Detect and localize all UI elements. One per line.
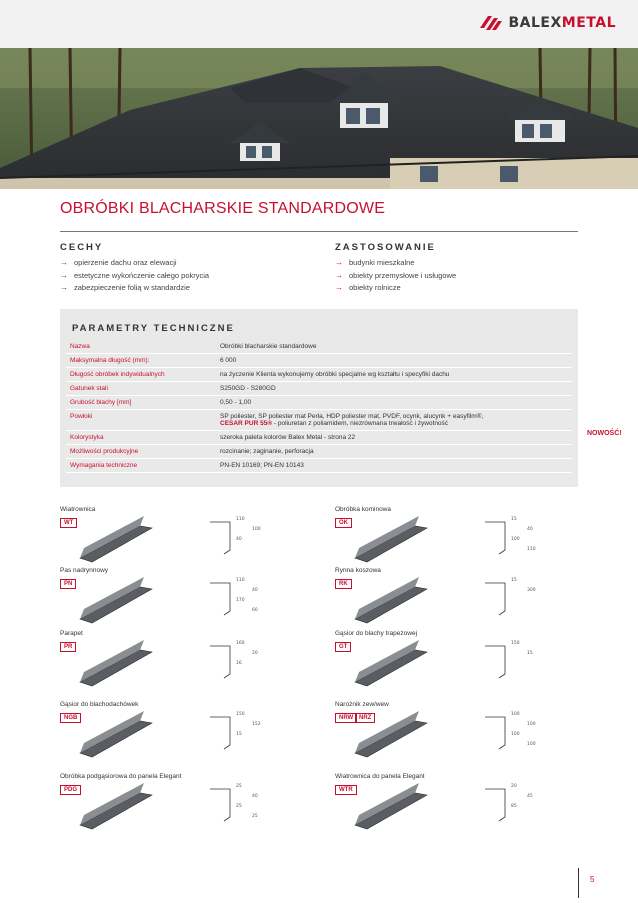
product-tile bbox=[335, 773, 585, 837]
dimension-label: 40 bbox=[252, 794, 258, 799]
product-tile bbox=[60, 567, 310, 631]
logo-text: BALEXMETAL bbox=[508, 15, 616, 31]
product-tile bbox=[335, 701, 585, 765]
dimension-label: 110 bbox=[236, 578, 245, 583]
product-name: Gąsior do blachy trapezowej bbox=[335, 630, 418, 637]
product-illustration bbox=[60, 630, 310, 694]
product-tile bbox=[335, 567, 585, 631]
dimension-label: 60 bbox=[252, 608, 258, 613]
table-row: Długość obróbek indywidualnych na życzenie Klienta wykonujemy obróbki specjalne wg kształtu i specyfiki dachu bbox=[66, 368, 572, 382]
dimension-label: 110 bbox=[236, 517, 245, 522]
dimension-label: 152 bbox=[252, 722, 261, 727]
product-illustration bbox=[335, 567, 585, 631]
product-name: Obróbka kominowa bbox=[335, 506, 391, 513]
page-title: OBRÓBKI BLACHARSKIE STANDARDOWE bbox=[60, 200, 386, 217]
applications-section bbox=[335, 242, 585, 295]
product-name: Rynna koszowa bbox=[335, 567, 381, 574]
dimension-label: 110 bbox=[527, 547, 536, 552]
product-code-badge: OK bbox=[335, 518, 352, 528]
params-heading: PARAMETRY TECHNICZNE bbox=[72, 323, 235, 334]
product-illustration bbox=[335, 630, 585, 694]
product-tile bbox=[60, 773, 310, 837]
product-code-badge: PDG bbox=[60, 785, 81, 795]
features-heading: CECHY bbox=[60, 242, 104, 253]
features-item: → estetyczne wykończenie całego pokrycia bbox=[60, 270, 310, 283]
dimension-label: 25 bbox=[236, 804, 242, 809]
dimension-label: 100 bbox=[511, 712, 520, 717]
dimension-label: 100 bbox=[511, 732, 520, 737]
dimension-label: 25 bbox=[252, 814, 258, 819]
dimension-label: 100 bbox=[252, 527, 261, 532]
dimension-label: 100 bbox=[527, 742, 536, 747]
product-name: Pas nadrynnowy bbox=[60, 567, 109, 574]
product-code-badge: PN bbox=[60, 579, 76, 589]
table-row: Grubość blachy [mm] 0,50 - 1,00 bbox=[66, 396, 572, 410]
applications-heading: ZASTOSOWANIE bbox=[335, 242, 436, 253]
dimension-label: 100 bbox=[511, 537, 520, 542]
product-name: Wiatrownica do panela Elegant bbox=[335, 773, 425, 780]
dimension-label: 45 bbox=[527, 794, 533, 799]
arrow-right-icon: → bbox=[335, 270, 343, 280]
page-number: 5 bbox=[590, 875, 595, 884]
dimension-label: 100 bbox=[527, 722, 536, 727]
product-tile bbox=[60, 630, 310, 694]
product-illustration bbox=[60, 506, 310, 570]
page-divider bbox=[578, 868, 579, 898]
title-divider bbox=[60, 231, 578, 232]
top-bar bbox=[0, 0, 638, 48]
dimension-label: 40 bbox=[236, 537, 242, 542]
product-name: Gąsior do blachodachówek bbox=[60, 701, 139, 708]
arrow-right-icon: → bbox=[60, 283, 68, 292]
brand-logo bbox=[480, 14, 616, 32]
product-code-badge: WTR bbox=[335, 785, 357, 795]
product-illustration bbox=[335, 506, 585, 570]
dimension-label: 15 bbox=[511, 578, 517, 583]
dimension-label: 40 bbox=[252, 588, 258, 593]
hero-photo bbox=[0, 48, 638, 189]
dimension-label: 170 bbox=[236, 598, 245, 603]
dimension-label: 150 bbox=[236, 712, 245, 717]
table-row: Kolorystyka szeroka paleta kolorów Balex Metal - strona 22 bbox=[66, 431, 572, 445]
product-illustration bbox=[60, 567, 310, 631]
table-row: Nazwa Obróbki blacharskie standardowe bbox=[66, 340, 572, 354]
params-table bbox=[66, 340, 572, 473]
arrow-right-icon: → bbox=[335, 258, 343, 267]
product-name: Narożnik zew/wew bbox=[335, 701, 389, 708]
product-name: Obróbka podgąsiorowa do panela Elegant bbox=[60, 773, 182, 780]
product-name: Parapet bbox=[60, 630, 83, 637]
product-illustration bbox=[335, 773, 585, 837]
dimension-label: 40 bbox=[527, 527, 533, 532]
product-tile bbox=[335, 506, 585, 570]
product-tile bbox=[60, 506, 310, 570]
dimension-label: 300 bbox=[527, 588, 536, 593]
dimension-label: 15 bbox=[527, 651, 533, 656]
product-code-badge: NGB bbox=[60, 713, 81, 723]
product-name: Wiatrownica bbox=[60, 506, 96, 513]
arrow-right-icon: → bbox=[335, 283, 343, 292]
table-row: Powłoki SP poliester, SP poliester mat Perła, HDP poliester mat, PVDF, ocynk, alucynk + easyfilm®, CESAR PUR 55® - poliuretan z poliamidem, niezrównana trwałość i żywotność bbox=[66, 410, 572, 431]
product-tile bbox=[60, 701, 310, 765]
dimension-label: 25 bbox=[236, 784, 242, 789]
features-item: → zabezpieczenie folią w standardzie bbox=[60, 282, 310, 295]
product-code-badge: WT bbox=[60, 518, 77, 528]
dimension-label: 15 bbox=[236, 732, 242, 737]
product-code-badge: NRZ bbox=[355, 713, 375, 723]
features-item: → opierzenie dachu oraz elewacji bbox=[60, 257, 310, 270]
arrow-right-icon: → bbox=[60, 270, 68, 280]
product-illustration bbox=[335, 701, 585, 765]
table-row: Wymagania techniczne PN-EN 10169; PN-EN 10143 bbox=[66, 459, 572, 473]
table-row: Możliwości produkcyjne rozcinanie; zaginanie, perforacja bbox=[66, 445, 572, 459]
product-illustration bbox=[60, 701, 310, 765]
product-tile bbox=[335, 630, 585, 694]
product-code-badge: RK bbox=[335, 579, 352, 589]
product-code-badge: PR bbox=[60, 642, 76, 652]
dimension-label: 85 bbox=[511, 804, 517, 809]
table-row: Maksymalna długość (mm): 6 000 bbox=[66, 354, 572, 368]
applications-item: → obiekty przemysłowe i usługowe bbox=[335, 270, 585, 283]
dimension-label: 20 bbox=[252, 651, 258, 656]
applications-item: → obiekty rolnicze bbox=[335, 282, 585, 295]
technical-params-panel bbox=[60, 309, 578, 487]
dimension-label: 150 bbox=[511, 641, 520, 646]
house-roof-photo bbox=[0, 48, 638, 189]
logo-mark-icon bbox=[480, 14, 502, 32]
new-badge: NOWOŚĆ! bbox=[587, 430, 622, 437]
dimension-label: 16 bbox=[236, 661, 242, 666]
features-section bbox=[60, 242, 310, 295]
product-code-badge: GT bbox=[335, 642, 351, 652]
applications-item: → budynki mieszkalne bbox=[335, 257, 585, 270]
arrow-right-icon: → bbox=[60, 258, 68, 267]
table-row: Gatunek stali S250GD - S280GD bbox=[66, 382, 572, 396]
dimension-label: 160 bbox=[236, 641, 245, 646]
product-code-badge: NRW bbox=[335, 713, 357, 723]
dimension-label: 20 bbox=[511, 784, 517, 789]
dimension-label: 15 bbox=[511, 517, 517, 522]
product-illustration bbox=[60, 773, 310, 837]
